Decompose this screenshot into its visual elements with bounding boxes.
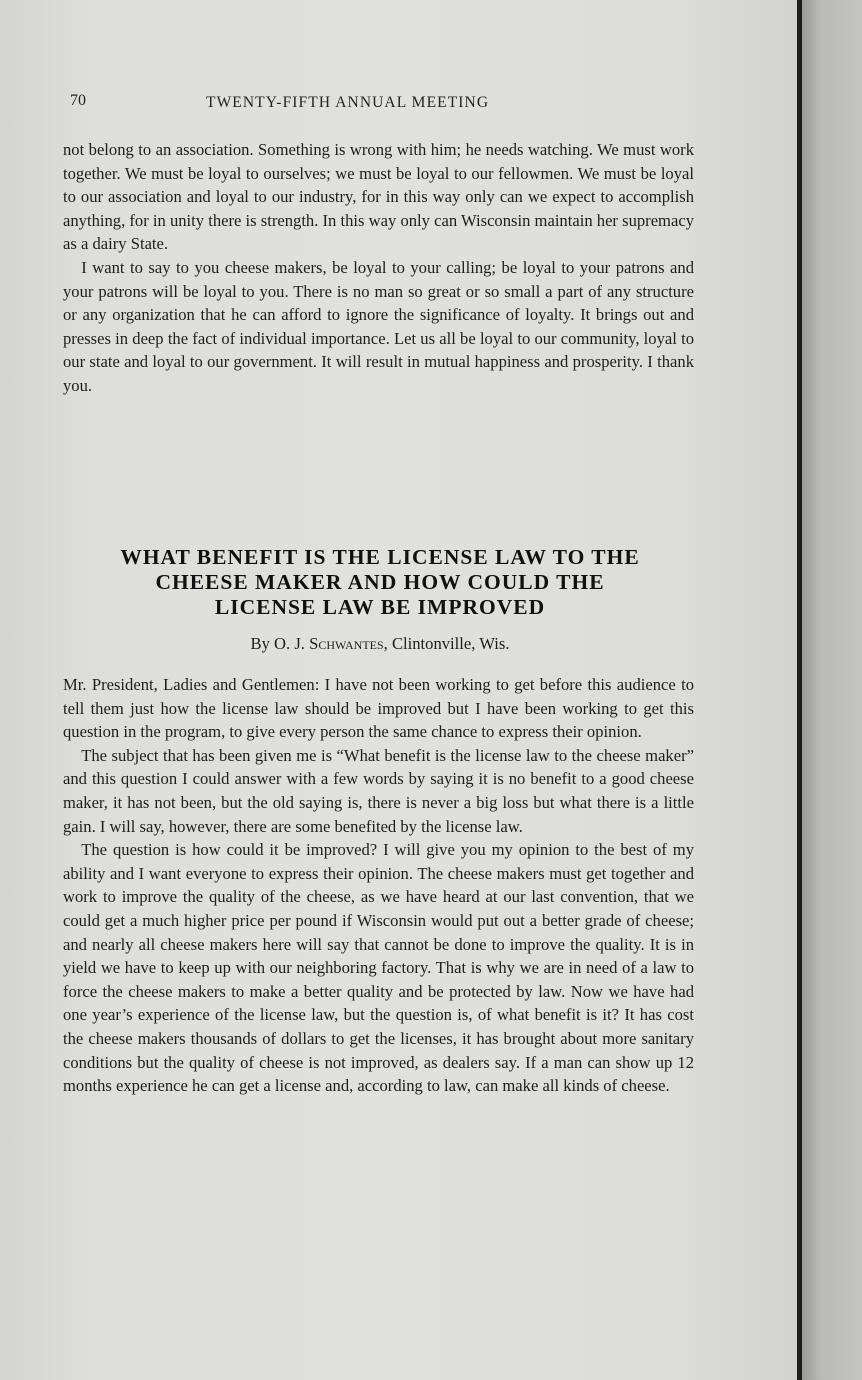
title-line: CHEESE MAKER AND HOW COULD THE <box>155 570 605 594</box>
paragraph: The question is how could it be improved? I will give you my opinion to the best of my ability and I want everyone to express their opinion. The cheese makers must get together and work to improve the quality of the cheese, as we have heard at our last convention, that we could get a much higher price per pound if Wisconsin would put out a better grade of cheese; and nearly all cheese makers here will say that cannot be done to improve the quality. It is in yield we have to keep up with our neighboring factory. That is why we are in need of a law to force the cheese makers to make a better quality and be protected by law. Now we have had one year’s experience of the license law, but the question is, of what benefit is it? It has cost the cheese makers thousands of dollars to get the licenses, it has brought about more sanitary conditions but the quality of cheese is not improved, as dealers say. If a man can show up 12 months experience he can get a license and, according to law, can make all kinds of cheese. <box>63 840 694 1096</box>
byline-author: Schwantes, <box>309 634 388 653</box>
byline <box>70 634 690 654</box>
title-line: WHAT BENEFIT IS THE LICENSE LAW TO THE <box>120 545 640 569</box>
paragraph: The subject that has been given me is “What benefit is the license law to the cheese maker” and this question I could answer with a few words by saying it is no benefit to a good cheese maker, it has not been, but the old saying is, there is never a big loss but what there is a little gain. I will say, however, there are some benefited by the license law. <box>63 745 694 836</box>
paragraph: I want to say to you cheese makers, be loyal to your calling; be loyal to your patrons and your patrons will be loyal to you. There is no man so great or so small a part of any structure or any organization that he can afford to ignore the significance of loyalty. It brings out and presses in deep the fact of individual importance. Let us all be loyal to our community, loyal to our state and loyal to our government. It will result in mutual happiness and prosperity. I thank you. <box>63 257 694 395</box>
byline-prefix: By O. J. <box>250 634 305 653</box>
page-header <box>68 92 608 116</box>
byline-place: Clintonville, Wis. <box>391 634 510 653</box>
continued-text <box>63 138 694 398</box>
page-number: 70 <box>70 92 86 109</box>
article-title <box>70 545 690 620</box>
adjacent-page-edge <box>802 0 862 1380</box>
running-head: TWENTY-FIFTH ANNUAL MEETING <box>206 94 490 111</box>
paragraph: not belong to an association. Something is wrong with him; he needs watching. We must work together. We must be loyal to ourselves; we must be loyal to our fellowmen. We must be loyal to our association and loyal to our industry, for in this way only can we expect to accomplish anything, for in unity there is strength. In this way only can Wisconsin maintain her supremacy as a dairy State. <box>63 140 694 254</box>
title-line: LICENSE LAW BE IMPROVED <box>214 595 546 619</box>
article-body <box>63 673 694 1098</box>
paragraph: Mr. President, Ladies and Gentlemen: I have not been working to get before this audience to tell them just how the license law should be improved but I have been working to get this question in the program, to give every person the same chance to express their opinion. <box>63 675 694 742</box>
